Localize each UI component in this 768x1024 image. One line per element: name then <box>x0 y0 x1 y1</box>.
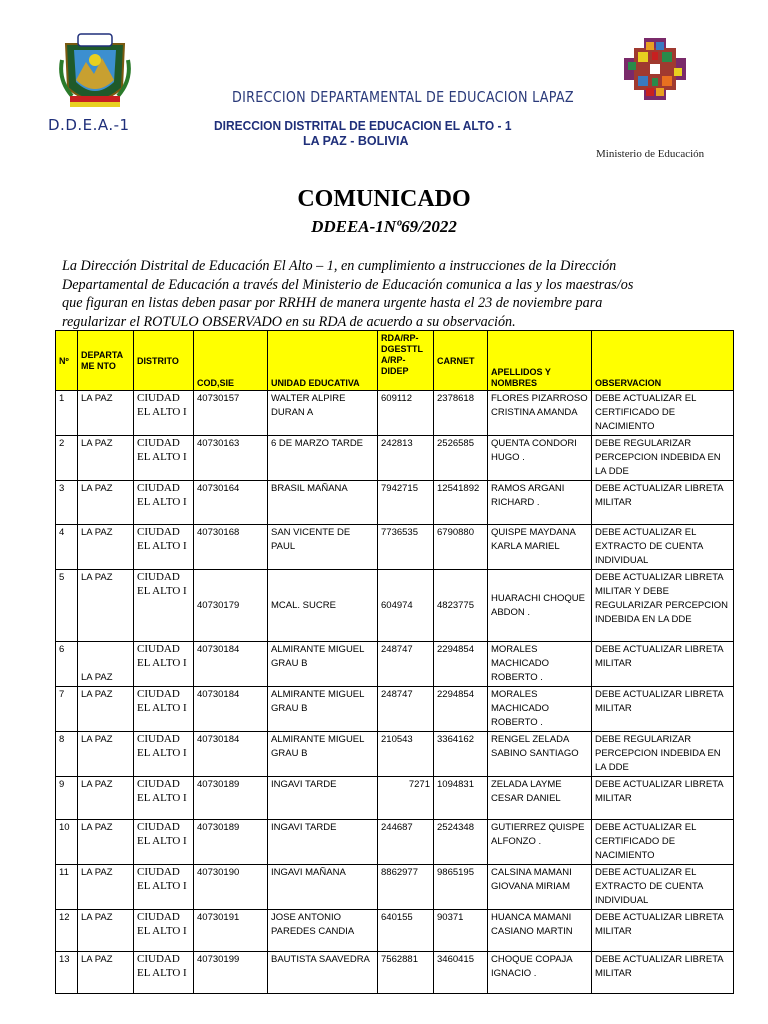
observations-table <box>55 330 734 994</box>
paragraph-line: que figuran en listas deben pasar por RRHH de manera urgente hasta el 23 de noviembre para <box>62 295 603 311</box>
row-number: 2 <box>56 436 78 481</box>
table-row <box>56 436 734 481</box>
row-number: 11 <box>56 865 78 910</box>
row-departamento: LA PAZ <box>78 952 134 994</box>
distrital-title: DIRECCION DISTRITAL DE EDUCACION EL ALTO - 1 <box>214 118 512 133</box>
table-row <box>56 732 734 777</box>
table-row <box>56 391 734 436</box>
row-distrito: CIUDAD EL ALTO I <box>134 910 194 952</box>
table-row <box>56 687 734 732</box>
header-n: Nº <box>56 331 78 391</box>
row-cod-sie: 40730179 <box>194 570 268 642</box>
ministerio-chakana-logo <box>624 38 686 100</box>
row-number: 4 <box>56 525 78 570</box>
row-observacion: DEBE REGULARIZAR PERCEPCION INDEBIDA EN LA DDE <box>592 732 734 777</box>
row-unidad: JOSE ANTONIO PAREDES CANDIA <box>268 910 378 952</box>
row-cod-sie: 40730168 <box>194 525 268 570</box>
row-nombre: QUISPE MAYDANA KARLA MARIEL <box>488 525 592 570</box>
row-carnet: 3460415 <box>434 952 488 994</box>
row-departamento: LA PAZ <box>78 777 134 820</box>
row-departamento: LA PAZ <box>78 525 134 570</box>
row-unidad: MCAL. SUCRE <box>268 570 378 642</box>
paragraph-line: Departamental de Educación a través del Ministerio de Educación comunica a las y los maestras/os <box>62 276 634 293</box>
header-unidad: UNIDAD EDUCATIVA <box>268 331 378 391</box>
row-observacion: DEBE ACTUALIZAR EL EXTRACTO DE CUENTA INDIVIDUAL <box>592 525 734 570</box>
row-distrito: CIUDAD EL ALTO I <box>134 777 194 820</box>
row-nombre: QUENTA CONDORI HUGO . <box>488 436 592 481</box>
row-distrito: CIUDAD EL ALTO I <box>134 820 194 865</box>
header-rda: RDA/RP-DGESTTL A/RP-DIDEP <box>378 331 434 391</box>
row-departamento: LA PAZ <box>78 865 134 910</box>
row-unidad: INGAVI TARDE <box>268 820 378 865</box>
row-departamento: LA PAZ <box>78 820 134 865</box>
row-carnet: 2378618 <box>434 391 488 436</box>
row-observacion: DEBE ACTUALIZAR LIBRETA MILITAR <box>592 777 734 820</box>
row-nombre: CALSINA MAMANI GIOVANA MIRIAM <box>488 865 592 910</box>
row-rda: 604974 <box>378 570 434 642</box>
row-number: 1 <box>56 391 78 436</box>
row-nombre: FLORES PIZARROSO CRISTINA AMANDA <box>488 391 592 436</box>
row-nombre: HUANCA MAMANI CASIANO MARTIN <box>488 910 592 952</box>
table-row <box>56 570 734 642</box>
row-departamento: LA PAZ <box>78 732 134 777</box>
row-departamento: LA PAZ <box>78 642 134 687</box>
row-nombre: RAMOS ARGANI RICHARD . <box>488 481 592 525</box>
row-unidad: INGAVI TARDE <box>268 777 378 820</box>
departamental-title: DIRECCION DEPARTAMENTAL DE EDUCACION LAPAZ <box>232 88 574 106</box>
row-rda: 609112 <box>378 391 434 436</box>
row-carnet: 6790880 <box>434 525 488 570</box>
row-observacion: DEBE ACTUALIZAR LIBRETA MILITAR <box>592 642 734 687</box>
row-distrito: CIUDAD EL ALTO I <box>134 391 194 436</box>
row-departamento: LA PAZ <box>78 570 134 642</box>
row-departamento: LA PAZ <box>78 687 134 732</box>
row-distrito: CIUDAD EL ALTO I <box>134 525 194 570</box>
row-cod-sie: 40730184 <box>194 732 268 777</box>
table-row <box>56 481 734 525</box>
row-distrito: CIUDAD EL ALTO I <box>134 865 194 910</box>
ddea-crest-logo <box>56 30 134 114</box>
row-observacion: DEBE REGULARIZAR PERCEPCION INDEBIDA EN LA DDE <box>592 436 734 481</box>
row-nombre: GUTIERREZ QUISPE ALFONZO . <box>488 820 592 865</box>
row-carnet: 1094831 <box>434 777 488 820</box>
table-row <box>56 952 734 994</box>
row-unidad: INGAVI MAÑANA <box>268 865 378 910</box>
row-rda: 244687 <box>378 820 434 865</box>
row-nombre: CHOQUE COPAJA IGNACIO . <box>488 952 592 994</box>
location-title: LA PAZ - BOLIVIA <box>303 134 409 148</box>
row-rda: 7942715 <box>378 481 434 525</box>
row-rda: 242813 <box>378 436 434 481</box>
row-rda: 248747 <box>378 642 434 687</box>
row-cod-sie: 40730163 <box>194 436 268 481</box>
table-row <box>56 642 734 687</box>
row-cod-sie: 40730184 <box>194 642 268 687</box>
row-unidad: 6 DE MARZO TARDE <box>268 436 378 481</box>
row-observacion: DEBE ACTUALIZAR LIBRETA MILITAR Y DEBE REGULARIZAR PERCEPCION INDEBIDA EN LA DDE <box>592 570 734 642</box>
row-number: 12 <box>56 910 78 952</box>
row-rda: 7562881 <box>378 952 434 994</box>
row-observacion: DEBE ACTUALIZAR LIBRETA MILITAR <box>592 952 734 994</box>
table-header-row <box>56 331 734 391</box>
row-rda: 248747 <box>378 687 434 732</box>
row-observacion: DEBE ACTUALIZAR LIBRETA MILITAR <box>592 481 734 525</box>
row-carnet: 3364162 <box>434 732 488 777</box>
row-carnet: 9865195 <box>434 865 488 910</box>
row-number: 3 <box>56 481 78 525</box>
row-number: 13 <box>56 952 78 994</box>
row-rda: 210543 <box>378 732 434 777</box>
row-carnet: 2524348 <box>434 820 488 865</box>
row-nombre: HUARACHI CHOQUE ABDON . <box>488 570 592 642</box>
row-observacion: DEBE ACTUALIZAR LIBRETA MILITAR <box>592 687 734 732</box>
ministerio-caption: Ministerio de Educación <box>596 148 705 160</box>
row-distrito: CIUDAD EL ALTO I <box>134 436 194 481</box>
row-cod-sie: 40730199 <box>194 952 268 994</box>
row-cod-sie: 40730189 <box>194 820 268 865</box>
row-unidad: BAUTISTA SAAVEDRA <box>268 952 378 994</box>
row-number: 10 <box>56 820 78 865</box>
row-unidad: SAN VICENTE DE PAUL <box>268 525 378 570</box>
row-carnet: 4823775 <box>434 570 488 642</box>
row-nombre: MORALES MACHICADO ROBERTO . <box>488 642 592 687</box>
row-nombre: ZELADA LAYME CESAR DANIEL <box>488 777 592 820</box>
row-carnet: 2526585 <box>434 436 488 481</box>
header-departamento: DEPARTA ME NTO <box>78 331 134 391</box>
row-rda: 8862977 <box>378 865 434 910</box>
row-distrito: CIUDAD EL ALTO I <box>134 952 194 994</box>
row-cod-sie: 40730190 <box>194 865 268 910</box>
header-apellidos: APELLIDOS Y NOMBRES <box>488 331 592 391</box>
intro-paragraph <box>62 257 714 331</box>
ddea-label: D.D.E.A.-1 <box>48 116 130 134</box>
row-number: 7 <box>56 687 78 732</box>
row-carnet: 12541892 <box>434 481 488 525</box>
comunicado-code: DDEEA-1Nº69/2022 <box>311 217 457 236</box>
header-carnet: CARNET <box>434 331 488 391</box>
row-nombre: RENGEL ZELADA SABINO SANTIAGO <box>488 732 592 777</box>
row-departamento: LA PAZ <box>78 391 134 436</box>
row-departamento: LA PAZ <box>78 481 134 525</box>
row-cod-sie: 40730157 <box>194 391 268 436</box>
row-departamento: LA PAZ <box>78 910 134 952</box>
row-observacion: DEBE ACTUALIZAR EL CERTIFICADO DE NACIMIENTO <box>592 391 734 436</box>
table-row <box>56 820 734 865</box>
row-distrito: CIUDAD EL ALTO I <box>134 481 194 525</box>
row-cod-sie: 40730164 <box>194 481 268 525</box>
header-distrito: DISTRITO <box>134 331 194 391</box>
row-observacion: DEBE ACTUALIZAR LIBRETA MILITAR <box>592 910 734 952</box>
row-number: 9 <box>56 777 78 820</box>
row-cod-sie: 40730184 <box>194 687 268 732</box>
row-unidad: WALTER ALPIRE DURAN A <box>268 391 378 436</box>
row-observacion: DEBE ACTUALIZAR EL EXTRACTO DE CUENTA INDIVIDUAL <box>592 865 734 910</box>
row-number: 6 <box>56 642 78 687</box>
row-cod-sie: 40730191 <box>194 910 268 952</box>
row-distrito: CIUDAD EL ALTO I <box>134 642 194 687</box>
row-number: 8 <box>56 732 78 777</box>
row-carnet: 90371 <box>434 910 488 952</box>
row-rda: 7736535 <box>378 525 434 570</box>
row-rda: 640155 <box>378 910 434 952</box>
row-nombre: MORALES MACHICADO ROBERTO . <box>488 687 592 732</box>
row-observacion: DEBE ACTUALIZAR EL CERTIFICADO DE NACIMIENTO <box>592 820 734 865</box>
page-title: COMUNICADO <box>297 186 471 212</box>
row-distrito: CIUDAD EL ALTO I <box>134 732 194 777</box>
row-distrito: CIUDAD EL ALTO I <box>134 570 194 642</box>
table-row <box>56 865 734 910</box>
table-row <box>56 777 734 820</box>
row-rda: 7271 <box>378 777 434 820</box>
row-unidad: ALMIRANTE MIGUEL GRAU B <box>268 732 378 777</box>
table-row <box>56 525 734 570</box>
row-distrito: CIUDAD EL ALTO I <box>134 687 194 732</box>
table-row <box>56 910 734 952</box>
header-cod-sie: COD,SIE <box>194 331 268 391</box>
header-observacion: OBSERVACION <box>592 331 734 391</box>
row-unidad: BRASIL MAÑANA <box>268 481 378 525</box>
row-carnet: 2294854 <box>434 642 488 687</box>
paragraph-line: regularizar el ROTULO OBSERVADO en su RDA de acuerdo a su observación. <box>62 313 516 330</box>
row-departamento: LA PAZ <box>78 436 134 481</box>
row-number: 5 <box>56 570 78 642</box>
row-cod-sie: 40730189 <box>194 777 268 820</box>
paragraph-line: La Dirección Distrital de Educación El Alto – 1, en cumplimiento a instrucciones de la Dirección <box>62 258 617 274</box>
row-unidad: ALMIRANTE MIGUEL GRAU B <box>268 687 378 732</box>
row-unidad: ALMIRANTE MIGUEL GRAU B <box>268 642 378 687</box>
row-carnet: 2294854 <box>434 687 488 732</box>
